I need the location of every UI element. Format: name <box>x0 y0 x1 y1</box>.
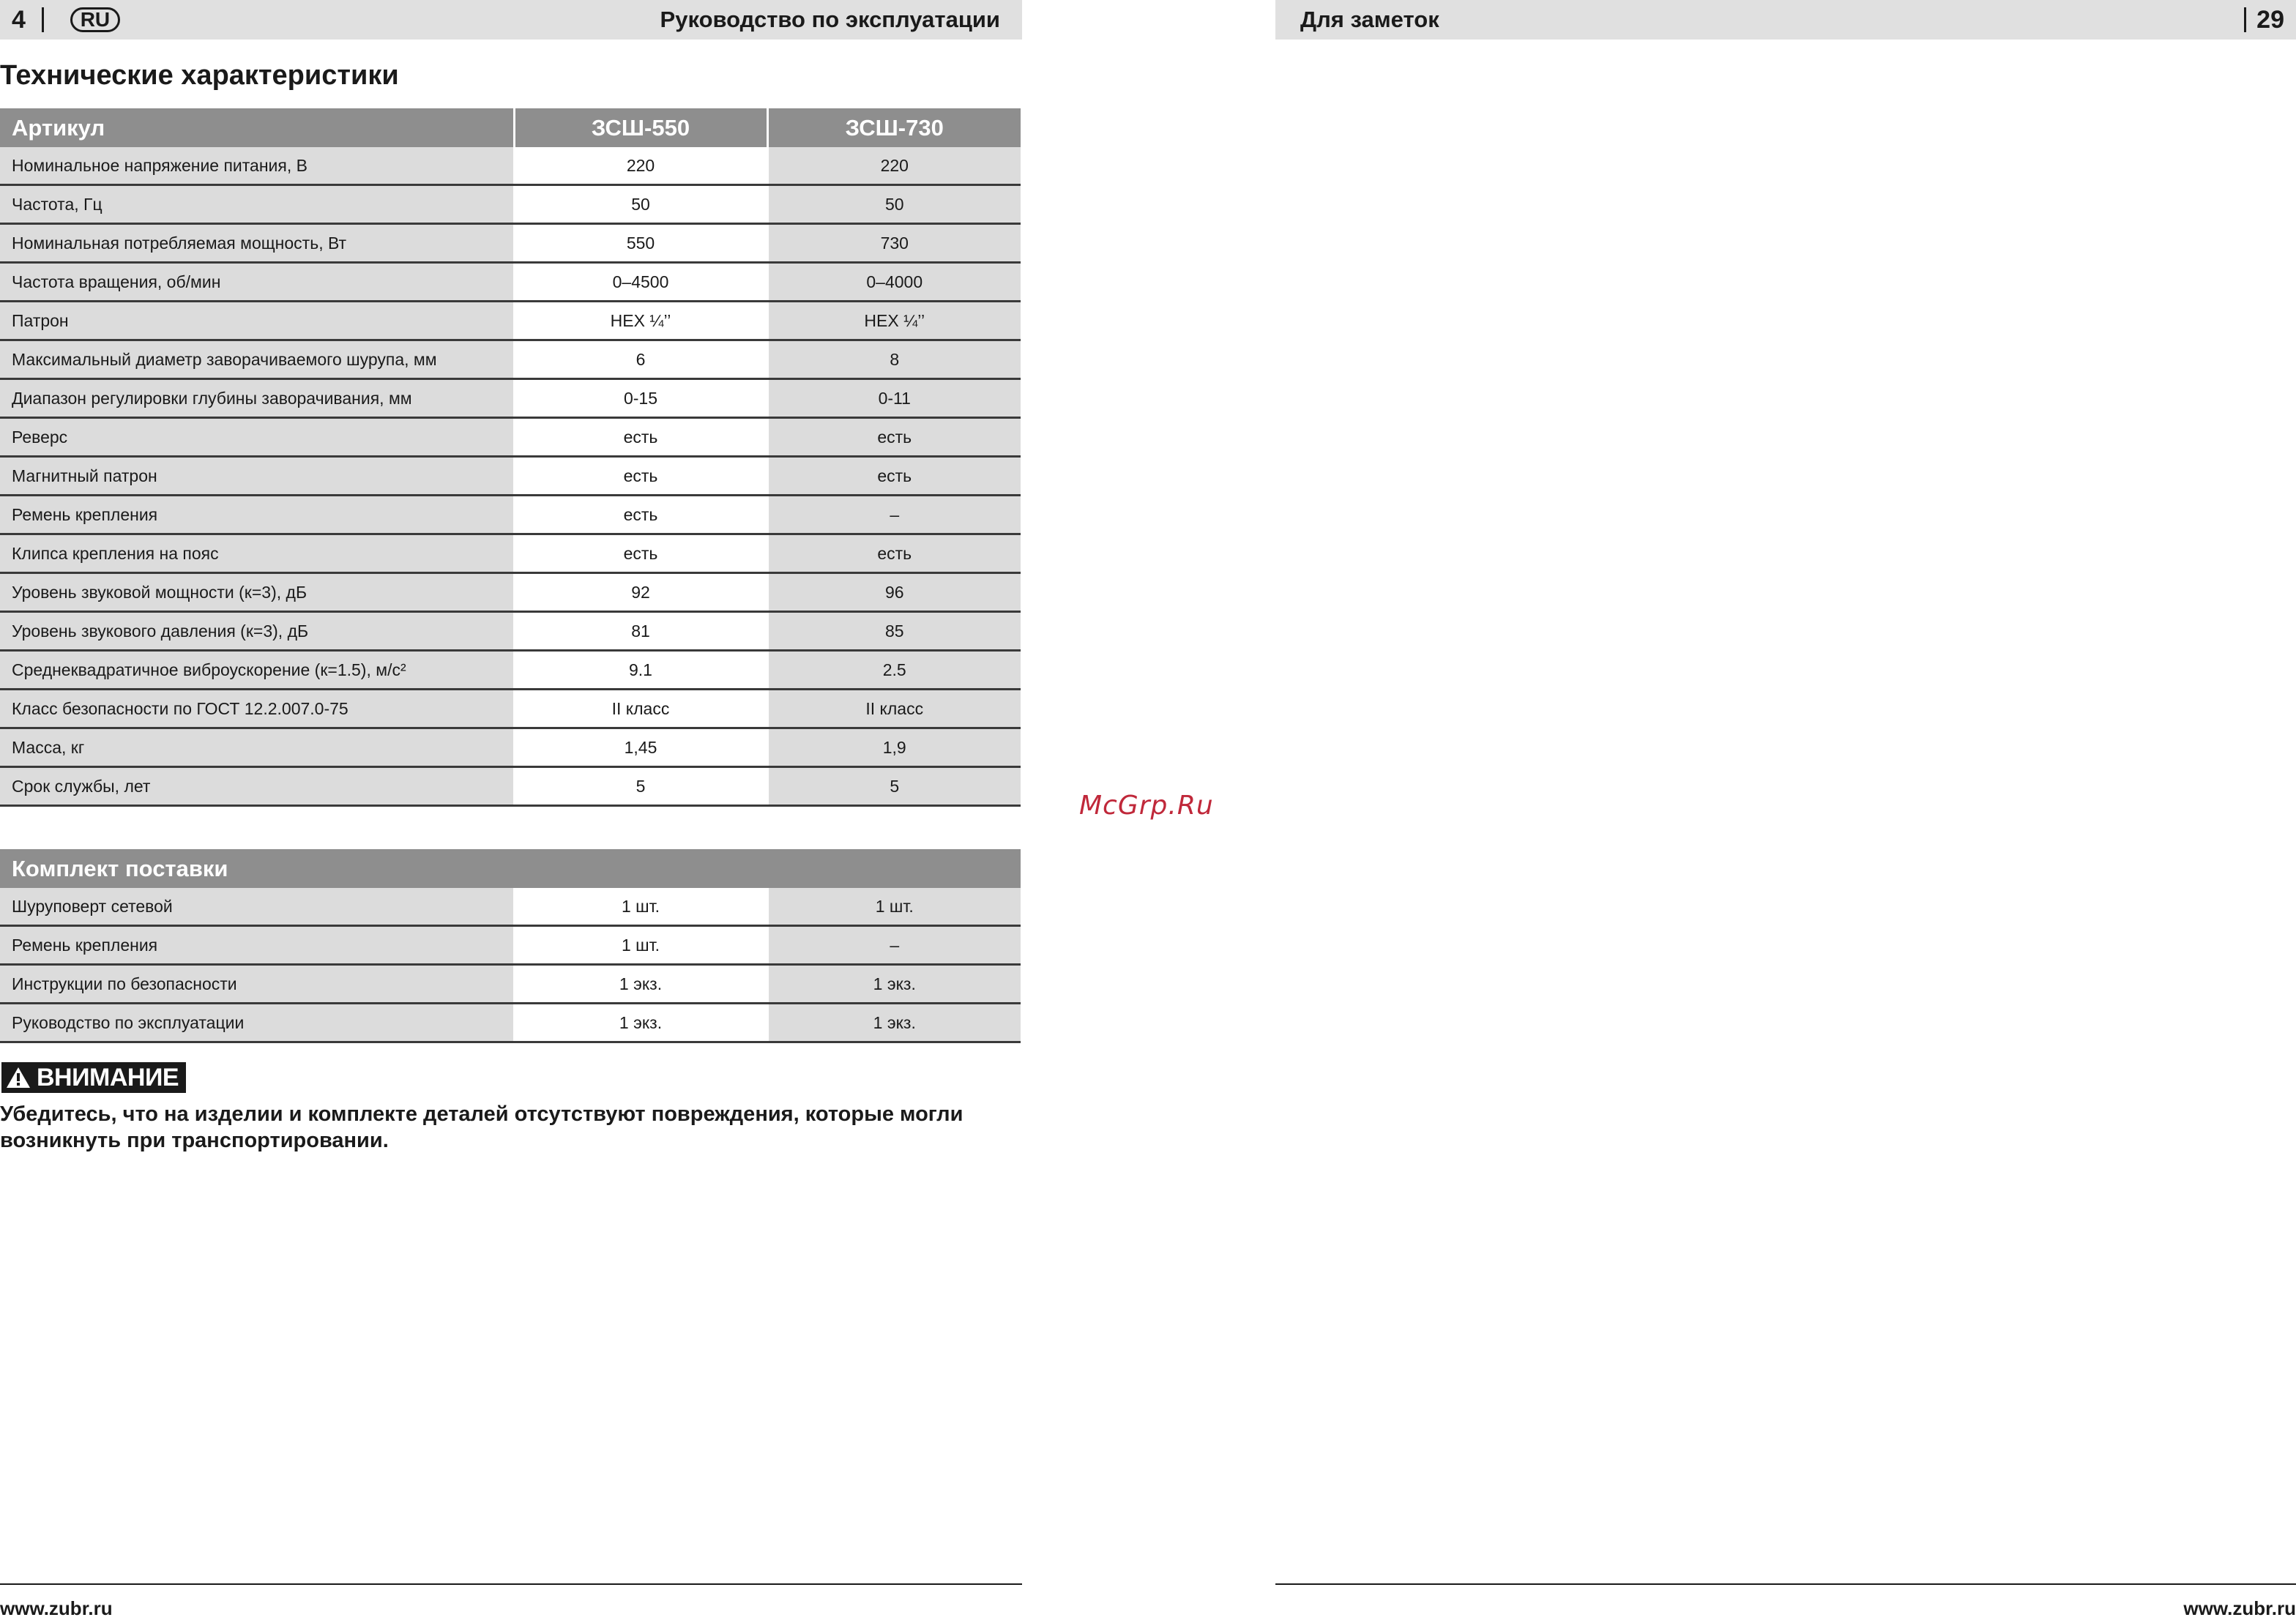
zsh-550-value: 1,45 <box>514 728 767 767</box>
table-row <box>0 651 1021 690</box>
table-row <box>0 263 1021 302</box>
zsh-730-value: – <box>767 496 1021 534</box>
zsh-550-value: 1 шт. <box>514 888 767 926</box>
zsh-730-value: 8 <box>767 340 1021 379</box>
row-label: Частота вращения, об/мин <box>0 263 514 302</box>
table-row <box>0 534 1021 573</box>
zsh-550-value: 220 <box>514 147 767 185</box>
row-label: Номинальное напряжение питания, В <box>0 147 514 185</box>
zsh-730-value: 1 экз. <box>767 1004 1021 1042</box>
warning-text: Убедитесь, что на изделии и комплекте деталей отсутствуют повреждения, которые могли возникнуть при транспортировании. <box>0 1102 963 1152</box>
zsh-550-value: есть <box>514 496 767 534</box>
column-header: Артикул <box>0 108 514 147</box>
row-label: Номинальная потребляемая мощность, Вт <box>0 224 514 263</box>
table-row <box>0 418 1021 457</box>
right-page-header <box>1275 0 2296 40</box>
table-header-row <box>0 849 1021 888</box>
table-row <box>0 496 1021 534</box>
row-label: Масса, кг <box>0 728 514 767</box>
row-label: Инструкции по безопасности <box>0 965 514 1004</box>
zsh-730-value: 0-11 <box>767 379 1021 418</box>
row-label: Срок службы, лет <box>0 767 514 806</box>
zsh-550-value: 81 <box>514 612 767 651</box>
zsh-730-value: HEX ¼’’ <box>767 302 1021 340</box>
row-label: Магнитный патрон <box>0 457 514 496</box>
table-row <box>0 612 1021 651</box>
zsh-730-value: 730 <box>767 224 1021 263</box>
row-label: Патрон <box>0 302 514 340</box>
zsh-550-value: 1 шт. <box>514 926 767 965</box>
table-row <box>0 728 1021 767</box>
row-label: Ремень крепления <box>0 926 514 965</box>
zsh-550-value: 9.1 <box>514 651 767 690</box>
zsh-550-value: 0-15 <box>514 379 767 418</box>
table-row <box>0 340 1021 379</box>
zsh-550-value: 50 <box>514 185 767 224</box>
page-number: 29 <box>2256 5 2284 34</box>
zsh-550-value: II класс <box>514 690 767 728</box>
row-label: Максимальный диаметр заворачиваемого шурупа, мм <box>0 340 514 379</box>
zsh-730-value: 2.5 <box>767 651 1021 690</box>
row-label: Ремень крепления <box>0 496 514 534</box>
kit-table <box>0 849 1021 1043</box>
watermark: McGrp.Ru <box>1079 791 1214 821</box>
zsh-730-value: 96 <box>767 573 1021 612</box>
column-header: ЗСШ-730 <box>767 108 1021 147</box>
zsh-550-value: есть <box>514 457 767 496</box>
zsh-730-value: 220 <box>767 147 1021 185</box>
zsh-550-value: 550 <box>514 224 767 263</box>
row-label: Шуруповерт сетевой <box>0 888 514 926</box>
footer-rule <box>0 1583 1022 1585</box>
table-row <box>0 457 1021 496</box>
zsh-730-value: 5 <box>767 767 1021 806</box>
zsh-730-value: есть <box>767 457 1021 496</box>
zsh-550-value: 92 <box>514 573 767 612</box>
table-row <box>0 147 1021 185</box>
header-title: Для заметок <box>1300 7 1439 32</box>
table-row <box>0 573 1021 612</box>
row-label: Частота, Гц <box>0 185 514 224</box>
zsh-550-value: 0–4500 <box>514 263 767 302</box>
zsh-550-value: 5 <box>514 767 767 806</box>
table-row <box>0 926 1021 965</box>
table-row <box>0 690 1021 728</box>
kit-header: Комплект поставки <box>0 849 1021 888</box>
table-row <box>0 185 1021 224</box>
zsh-550-value: 1 экз. <box>514 1004 767 1042</box>
row-label: Реверс <box>0 418 514 457</box>
footer-url: www.zubr.ru <box>0 1597 113 1619</box>
table-row <box>0 888 1021 926</box>
zsh-550-value: 1 экз. <box>514 965 767 1004</box>
zsh-730-value: есть <box>767 418 1021 457</box>
zsh-550-value: есть <box>514 418 767 457</box>
header-divider <box>42 7 44 32</box>
zsh-730-value: – <box>767 926 1021 965</box>
zsh-550-value: HEX ¼’’ <box>514 302 767 340</box>
zsh-550-value: 6 <box>514 340 767 379</box>
warning-label: ВНИМАНИЕ <box>37 1063 179 1091</box>
page-number: 4 <box>12 5 26 34</box>
footer-url: www.zubr.ru <box>2183 1597 2296 1619</box>
table-row <box>0 965 1021 1004</box>
table-row <box>0 302 1021 340</box>
zsh-730-value: есть <box>767 534 1021 573</box>
row-label: Уровень звуковой мощности (к=3), дБ <box>0 573 514 612</box>
section-title: Технические характеристики <box>0 60 399 91</box>
warning-badge <box>1 1062 186 1093</box>
row-label: Руководство по эксплуатации <box>0 1004 514 1042</box>
table-row <box>0 224 1021 263</box>
table-row <box>0 379 1021 418</box>
zsh-730-value: 1,9 <box>767 728 1021 767</box>
spec-table <box>0 108 1021 807</box>
zsh-550-value: есть <box>514 534 767 573</box>
footer-rule <box>1275 1583 2296 1585</box>
warning-triangle-icon <box>6 1067 31 1089</box>
row-label: Клипса крепления на пояс <box>0 534 514 573</box>
zsh-730-value: 1 шт. <box>767 888 1021 926</box>
table-row <box>0 1004 1021 1042</box>
table-header-row <box>0 108 1021 147</box>
row-label: Уровень звукового давления (к=3), дБ <box>0 612 514 651</box>
column-header: ЗСШ-550 <box>514 108 767 147</box>
row-label: Среднеквадратичное виброускорение (к=1.5), м/с² <box>0 651 514 690</box>
zsh-730-value: 50 <box>767 185 1021 224</box>
header-divider <box>2244 7 2246 32</box>
left-page-header <box>0 0 1022 40</box>
zsh-730-value: 1 экз. <box>767 965 1021 1004</box>
row-label: Класс безопасности по ГОСТ 12.2.007.0-75 <box>0 690 514 728</box>
row-label: Диапазон регулировки глубины заворачивания, мм <box>0 379 514 418</box>
table-row <box>0 767 1021 806</box>
zsh-730-value: 85 <box>767 612 1021 651</box>
zsh-730-value: II класс <box>767 690 1021 728</box>
zsh-730-value: 0–4000 <box>767 263 1021 302</box>
header-title: Руководство по эксплуатации <box>660 7 1000 32</box>
language-badge: RU <box>70 7 120 32</box>
